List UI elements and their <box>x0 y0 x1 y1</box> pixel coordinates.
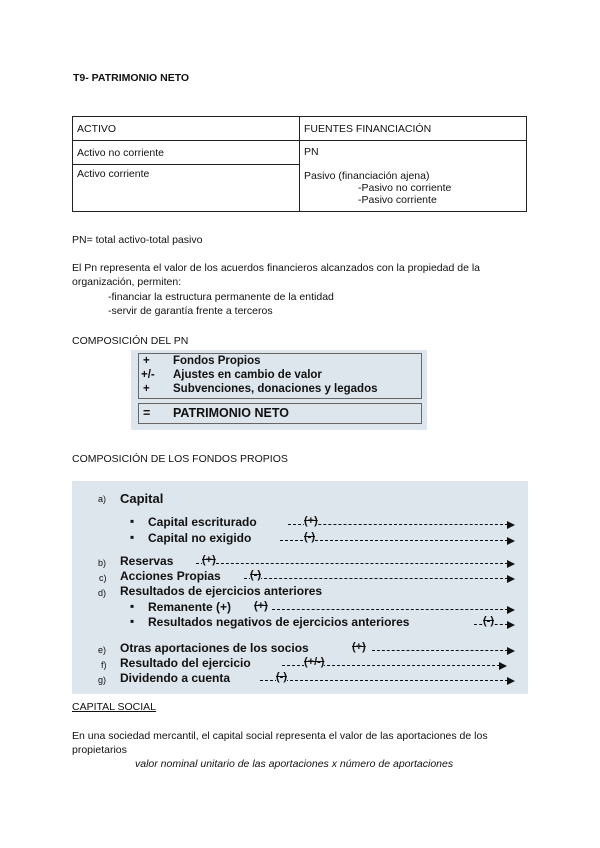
arrow <box>260 680 508 681</box>
table-row <box>73 117 527 141</box>
pn-formula: PN= total activo-total pasivo <box>72 234 203 246</box>
fp-remanente: Remanente (+) <box>148 600 232 614</box>
comp-pn-total-sign: = <box>143 406 151 420</box>
balance-table <box>72 116 527 212</box>
fp-letter-d: d) <box>98 588 107 598</box>
bullet: ▪ <box>130 514 135 528</box>
fp-resultado-ejercicio: Resultado del ejercicio <box>120 656 251 670</box>
bullet: ▪ <box>130 614 135 628</box>
comp-fp-figure <box>72 481 528 694</box>
fp-letter-g: g) <box>98 675 107 685</box>
fp-sign-a2: (-) <box>304 531 315 543</box>
fp-letter-f: f) <box>101 660 107 670</box>
comp-pn-sign-2: +/- <box>141 369 155 381</box>
cell-pn: PN <box>304 146 319 158</box>
pn-item-2: -servir de garantía frente a terceros <box>108 305 273 317</box>
fp-dividendo-cuenta: Dividendo a cuenta <box>120 671 231 685</box>
comp-pn-heading: COMPOSICIÓN DEL PN <box>72 335 189 347</box>
comp-pn-total-label: PATRIMONIO NETO <box>173 406 289 420</box>
fp-letter-b: b) <box>98 558 107 568</box>
header-fuentes: FUENTES FINANCIACIÓN <box>300 117 527 141</box>
page-title: T9- PATRIMONIO NETO <box>73 72 190 84</box>
comp-pn-sign-1: + <box>143 355 150 367</box>
fp-sign-g: (-) <box>276 671 287 683</box>
fp-letter-c: c) <box>99 573 107 583</box>
arrow <box>372 650 508 651</box>
arrow <box>196 563 508 564</box>
pn-paragraph: El Pn representa el valor de los acuerdos financieros alcanzados con la propiedad de la organización, permiten: <box>72 262 481 288</box>
fp-otras-aportaciones: Otras aportaciones de los socios <box>120 641 309 655</box>
table-row <box>73 141 527 165</box>
fp-capital: Capital <box>120 491 164 506</box>
arrow <box>244 578 508 579</box>
bullet: ▪ <box>130 599 135 613</box>
cell-pasivo-no-corriente: -Pasivo no corriente <box>358 182 452 194</box>
capital-social-paragraph: En una sociedad mercantil, el capital social representa el valor de las aportaciones de los propietarios <box>72 730 488 756</box>
cell-pasivo: Pasivo (financiación ajena) <box>304 170 430 182</box>
fp-letter-a: a) <box>98 494 107 504</box>
comp-pn-sign-3: + <box>143 383 150 395</box>
fp-reservas: Reservas <box>120 554 174 568</box>
arrow <box>272 609 508 610</box>
fp-sign-a1: (+) <box>304 515 318 527</box>
fp-resultados-anteriores: Resultados de ejercicios anteriores <box>120 584 323 598</box>
fp-sign-e: (+) <box>352 641 366 653</box>
cell-activo-corriente: Activo corriente <box>73 165 300 212</box>
comp-pn-figure <box>131 350 427 430</box>
comp-pn-label-1: Fondos Propios <box>173 355 261 367</box>
fp-resultados-negativos: Resultados negativos de ejercicios anteriores <box>148 615 410 629</box>
fp-acciones-propias: Acciones Propias <box>120 569 221 583</box>
fp-capital-escriturado: Capital escriturado <box>148 515 257 529</box>
comp-fp-heading: COMPOSICIÓN DE LOS FONDOS PROPIOS <box>72 453 288 465</box>
capital-social-heading: CAPITAL SOCIAL <box>72 701 157 713</box>
fp-sign-d2: (-) <box>483 615 494 627</box>
comp-pn-label-2: Ajustes en cambio de valor <box>173 369 322 381</box>
fp-sign-c: (-) <box>250 569 261 581</box>
fp-capital-no-exigido: Capital no exigido <box>148 531 252 545</box>
header-activo: ACTIVO <box>73 117 300 141</box>
comp-pn-label-3: Subvenciones, donaciones y legados <box>173 383 378 395</box>
pn-item-1: -financiar la estructura permanente de la entidad <box>108 291 334 303</box>
fp-letter-e: e) <box>98 645 107 655</box>
arrow <box>288 524 508 525</box>
cell-activo-no-corriente: Activo no corriente <box>73 141 300 165</box>
cell-fuentes <box>300 141 527 212</box>
bullet: ▪ <box>130 530 135 544</box>
cell-pasivo-corriente: -Pasivo corriente <box>358 194 437 206</box>
fp-sign-b: (+) <box>202 554 216 566</box>
fp-sign-d1: (+) <box>254 600 268 612</box>
fp-sign-f: (+/-) <box>304 656 325 668</box>
capital-social-formula: valor nominal unitario de las aportaciones x número de aportaciones <box>135 758 454 770</box>
